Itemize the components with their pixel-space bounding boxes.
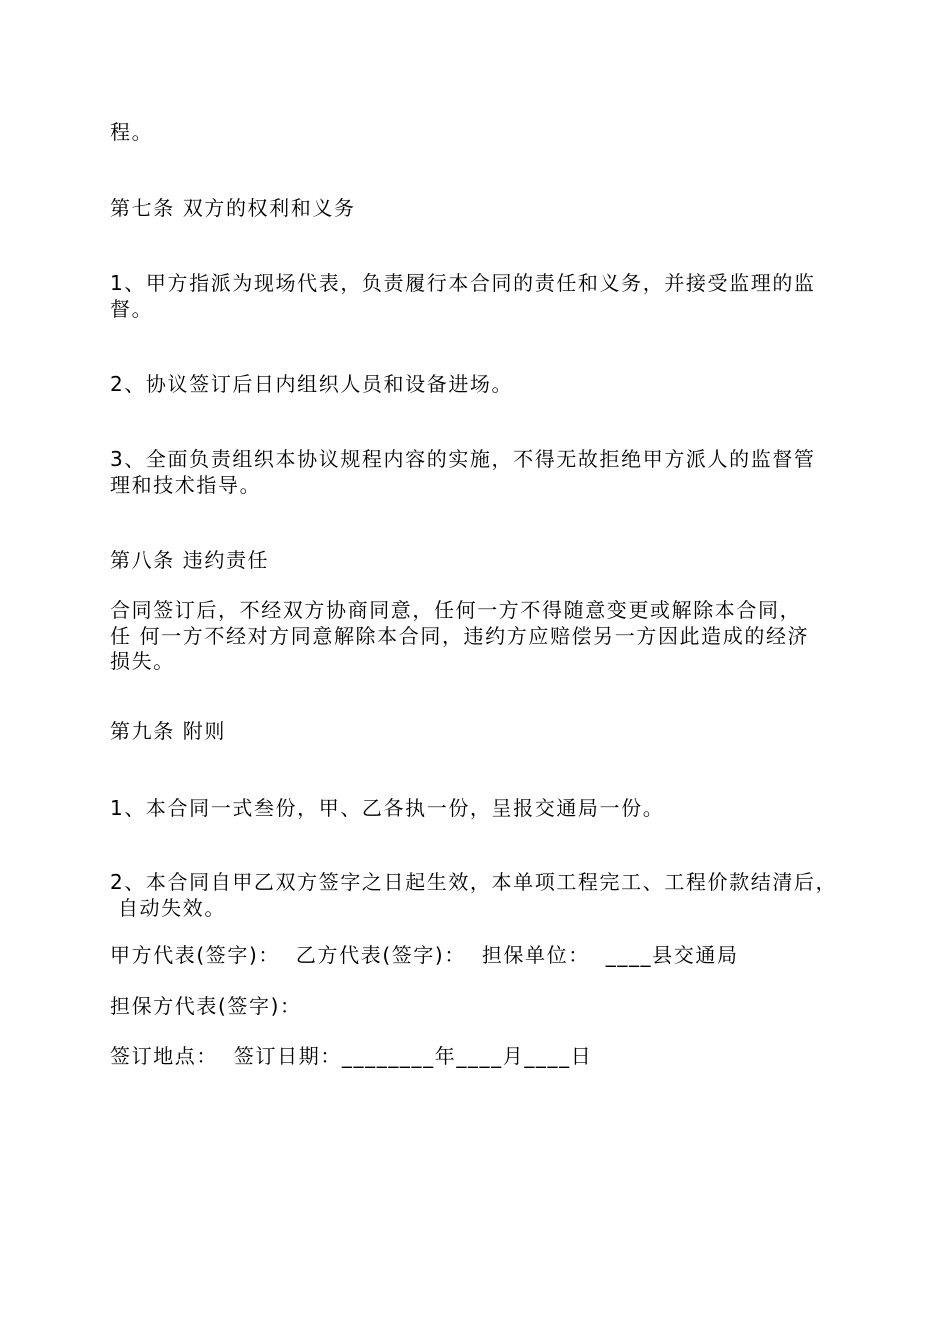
signature-line-place-date: 签订地点： 签订日期：________年____月____日 [110, 1044, 593, 1068]
continuation-text: 程。 [110, 120, 154, 144]
article-7-item-3-line-2: 理和技术指导。 [110, 473, 262, 497]
article-9-item-1: 1、本合同一式叁份，甲、乙各执一份，呈报交通局一份。 [110, 796, 665, 820]
article-7-item-2: 2、协议签订后日内组织人员和设备进场。 [110, 372, 514, 396]
article-7-heading: 第七条 双方的权利和义务 [110, 196, 356, 220]
article-7-item-1-line-1: 1、甲方指派为现场代表，负责履行本合同的责任和义务，并接受监理的监 [110, 271, 816, 295]
article-7-item-3-line-1: 3、全面负责组织本协议规程内容的实施，不得无故拒绝甲方派人的监督管 [110, 447, 816, 471]
article-8-para-line-3: 损失。 [110, 649, 175, 673]
article-8-para-line-1: 合同签订后，不经双方协商同意，任何一方不得随意变更或解除本合同， [110, 598, 802, 622]
signature-line-guarantor: 担保方代表(签字)： [110, 994, 302, 1018]
article-9-item-2-line-2: 自动失效。 [110, 896, 226, 920]
article-9-heading: 第九条 附则 [110, 719, 226, 743]
article-7-item-1-line-2: 督。 [110, 297, 154, 321]
article-8-para-line-2: 任 何一方不经对方同意解除本合同，违约方应赔偿另一方因此造成的经济 [110, 624, 810, 648]
article-8-heading: 第八条 违约责任 [110, 548, 270, 572]
article-9-item-2-line-1: 2、本合同自甲乙双方签字之日起生效，本单项工程完工、工程价款结清后， [110, 870, 838, 894]
signature-line-parties: 甲方代表(签字)： 乙方代表(签字)： 担保单位： ____县交通局 [110, 943, 739, 967]
